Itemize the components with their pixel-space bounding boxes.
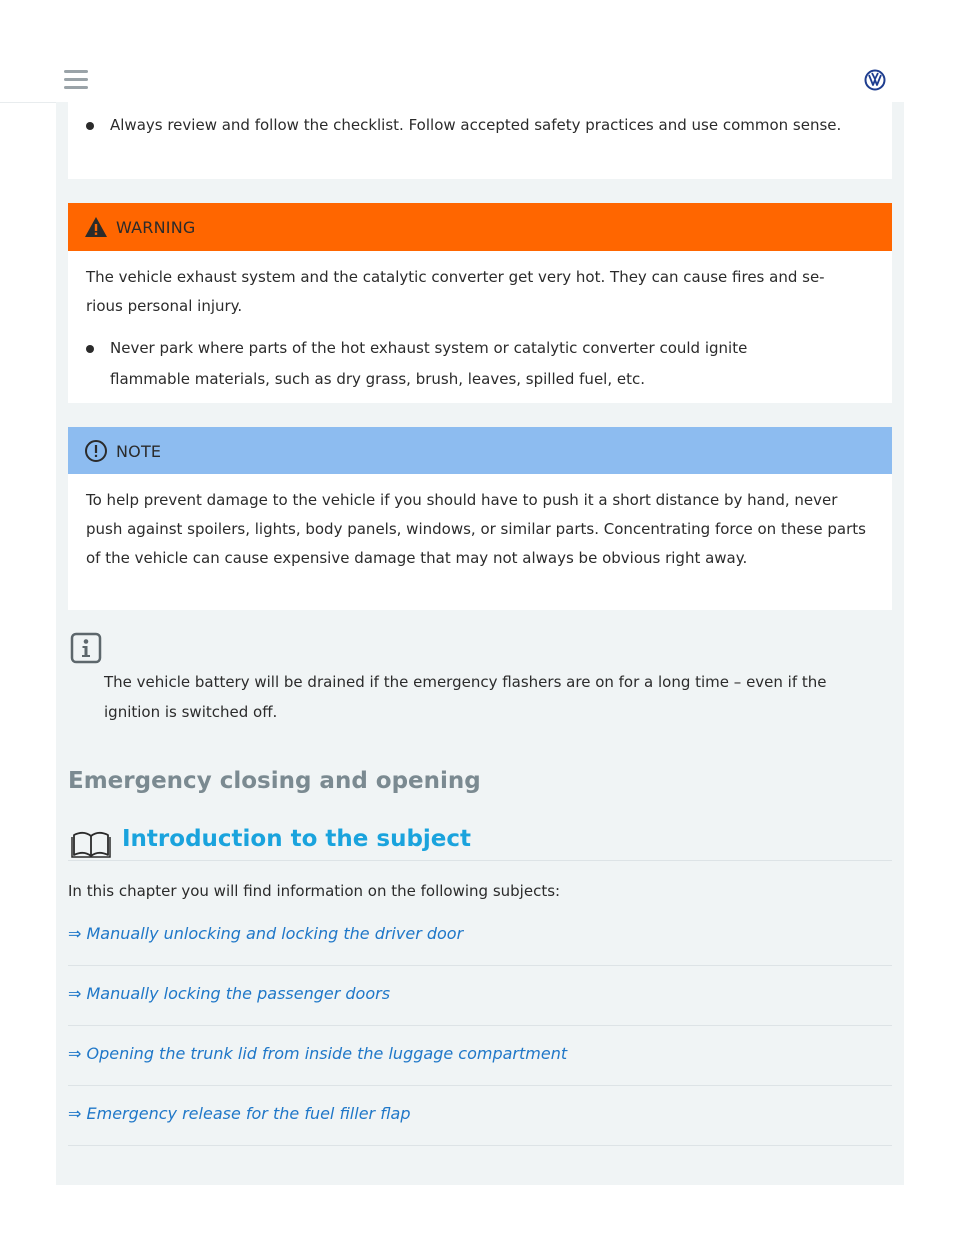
link-fuel-filler-flap[interactable] bbox=[68, 1086, 892, 1146]
manual-content bbox=[56, 102, 904, 1185]
warning-text: The vehicle exhaust system and the catalytic converter get very hot. They can cause fires and se-rious personal injury. bbox=[86, 268, 825, 315]
link-label[interactable]: ⇒ Emergency release for the fuel filler flap bbox=[68, 1104, 411, 1123]
subject-divider bbox=[68, 860, 892, 861]
warning-header bbox=[68, 203, 892, 251]
exclamation-circle-icon bbox=[84, 439, 108, 463]
section-title: Emergency closing and opening bbox=[68, 768, 481, 794]
link-passenger-doors[interactable] bbox=[68, 966, 892, 1026]
note-panel bbox=[68, 474, 892, 610]
checklist-bullet: Always review and follow the checklist. Follow accepted safety practices and use common sense. bbox=[68, 110, 850, 141]
info-icon bbox=[70, 632, 102, 664]
link-label[interactable]: ⇒ Manually unlocking and locking the driver door bbox=[68, 924, 464, 943]
link-trunk-lid[interactable] bbox=[68, 1026, 892, 1086]
note-header bbox=[68, 427, 892, 474]
book-icon bbox=[71, 831, 111, 859]
checklist-panel bbox=[68, 102, 892, 179]
subject-link-list bbox=[68, 906, 892, 1146]
note-text: To help prevent damage to the vehicle if you should have to push it a short distance by hand, never push against spoilers, lights, body panels, windows, or similar parts. Concentrating force on these parts of the vehicle can cause expensive damage that may not always be obvious right away. bbox=[86, 491, 866, 567]
hamburger-menu-icon[interactable] bbox=[64, 70, 88, 90]
warning-panel bbox=[68, 251, 892, 403]
note-label: NOTE bbox=[116, 442, 162, 461]
top-bar bbox=[0, 0, 904, 103]
link-label[interactable]: ⇒ Opening the trunk lid from inside the luggage compartment bbox=[68, 1044, 568, 1063]
warning-label: WARNING bbox=[116, 218, 196, 237]
warning-bullet: Never park where parts of the hot exhaust system or catalytic converter could ignite flammable materials, such as dry grass, brush, leaves, spilled fuel, etc. bbox=[68, 333, 830, 395]
link-driver-door[interactable] bbox=[68, 906, 892, 966]
link-label[interactable]: ⇒ Manually locking the passenger doors bbox=[68, 984, 391, 1003]
info-text: The vehicle battery will be drained if the emergency flashers are on for a long time – even if the ignition is switched off. bbox=[104, 673, 827, 721]
vw-logo-icon[interactable] bbox=[864, 69, 886, 91]
warning-triangle-icon bbox=[84, 215, 108, 239]
intro-text: In this chapter you will find information on the following subjects: bbox=[68, 882, 561, 900]
subject-title: Introduction to the subject bbox=[122, 826, 472, 852]
